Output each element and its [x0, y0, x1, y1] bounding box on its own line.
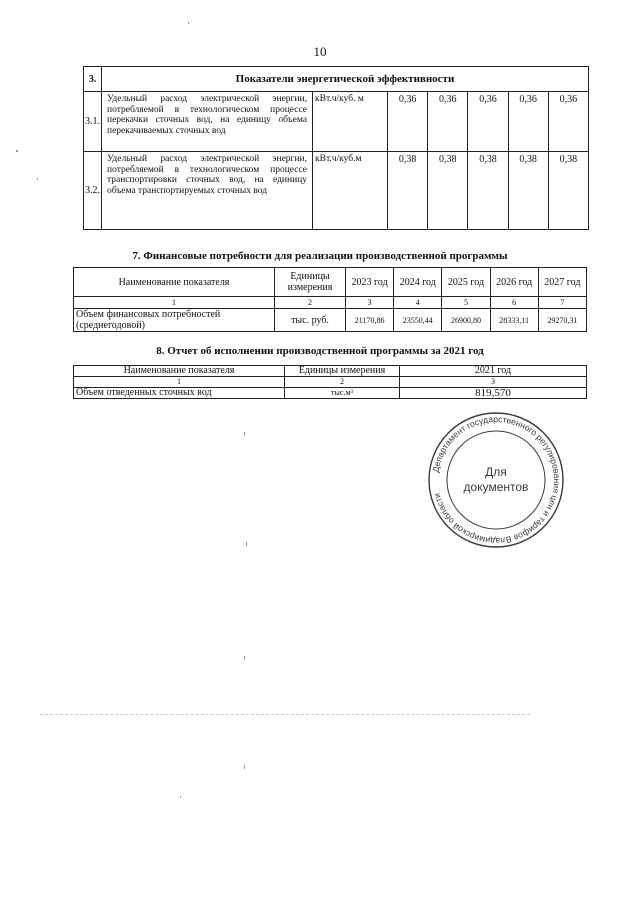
- stamp-center-line1: Для: [485, 465, 507, 479]
- row-value: 29270,31: [538, 309, 586, 332]
- column-header: Наименование показателя: [74, 366, 285, 377]
- row-unit: кВт.ч/куб.м: [313, 152, 388, 230]
- column-header: 2024 год: [394, 268, 442, 297]
- section-title: Показатели энергетической эффективности: [102, 67, 589, 92]
- scan-speck: [244, 765, 245, 769]
- row-value: 21170,86: [346, 309, 394, 332]
- row-name: Объем финансовых потребностей (среднегодовой): [74, 309, 275, 332]
- column-number: 3: [400, 377, 587, 388]
- row-value: 0,36: [428, 92, 468, 152]
- scan-speck: [37, 178, 38, 180]
- row-description: Удельный расход электрической энергии, потребляемой в технологическом процессе транспортировки сточных вод, на единицу объема транспортируемых сточных вод: [102, 152, 313, 230]
- column-number: 4: [394, 297, 442, 309]
- column-header: 2023 год: [346, 268, 394, 297]
- column-number: 5: [442, 297, 490, 309]
- table-row: [84, 152, 589, 230]
- column-header: Единицы измерения: [275, 268, 346, 297]
- row-unit: кВт.ч/куб. м: [313, 92, 388, 152]
- row-value: 0,38: [548, 152, 588, 230]
- column-header: 2026 год: [490, 268, 538, 297]
- scan-speck: [244, 432, 245, 436]
- column-number: 1: [74, 297, 275, 309]
- scan-speck: [188, 22, 189, 24]
- row-value: 0,36: [388, 92, 428, 152]
- table-row: [84, 92, 589, 152]
- header-row: [74, 366, 587, 377]
- scan-speck: [180, 796, 181, 798]
- scan-line: [40, 714, 530, 715]
- row-number: 3.2.: [84, 152, 102, 230]
- column-number: 2: [285, 377, 400, 388]
- row-value: 0,36: [508, 92, 548, 152]
- table-row: [74, 309, 587, 332]
- scan-speck: [246, 542, 247, 546]
- row-value: 28333,11: [490, 309, 538, 332]
- section-header-row: [84, 67, 589, 92]
- row-value: 0,38: [508, 152, 548, 230]
- finance-section-title: 7. Финансовые потребности для реализации производственной программы: [132, 250, 508, 262]
- scan-speck: [244, 656, 245, 660]
- row-value: 0,36: [468, 92, 508, 152]
- report-table: [73, 365, 587, 399]
- row-value: 0,36: [548, 92, 588, 152]
- finance-table: [73, 267, 587, 332]
- stamp-ring-text: Департамент государственного регулирования цен и тарифов Владимирской области: [430, 413, 563, 547]
- row-name: Объем отведенных сточных вод: [74, 388, 285, 399]
- column-header: Наименование показателя: [74, 268, 275, 297]
- header-row: [74, 268, 587, 297]
- column-header: Единицы измерения: [285, 366, 400, 377]
- section-number: 3.: [84, 67, 102, 92]
- page-number: 10: [313, 44, 327, 59]
- row-value: 819,570: [400, 388, 587, 399]
- table-row: [74, 388, 587, 399]
- official-stamp: [426, 410, 566, 550]
- column-header: 2027 год: [538, 268, 586, 297]
- energy-efficiency-table: [83, 66, 589, 230]
- row-unit: тыс.м³: [285, 388, 400, 399]
- row-value: 26900,80: [442, 309, 490, 332]
- column-number-row: [74, 297, 587, 309]
- column-header: 2025 год: [442, 268, 490, 297]
- column-number: 1: [74, 377, 285, 388]
- row-value: 0,38: [468, 152, 508, 230]
- column-number: 3: [346, 297, 394, 309]
- row-value: 0,38: [428, 152, 468, 230]
- column-number: 2: [275, 297, 346, 309]
- row-number: 3.1.: [84, 92, 102, 152]
- column-header: 2021 год: [400, 366, 587, 377]
- scan-speck: [16, 150, 18, 152]
- column-number-row: [74, 377, 587, 388]
- row-description: Удельный расход электрической энергии, потребляемой в технологическом процессе перекачки сточных вод, на единицу объема перекачиваемых сточных вод: [102, 92, 313, 152]
- column-number: 6: [490, 297, 538, 309]
- report-section-title: 8. Отчет об исполнении производственной программы за 2021 год: [156, 345, 484, 357]
- stamp-center-line2: документов: [463, 480, 529, 494]
- row-value: 23550,44: [394, 309, 442, 332]
- row-unit: тыс. руб.: [275, 309, 346, 332]
- row-value: 0,38: [388, 152, 428, 230]
- column-number: 7: [538, 297, 586, 309]
